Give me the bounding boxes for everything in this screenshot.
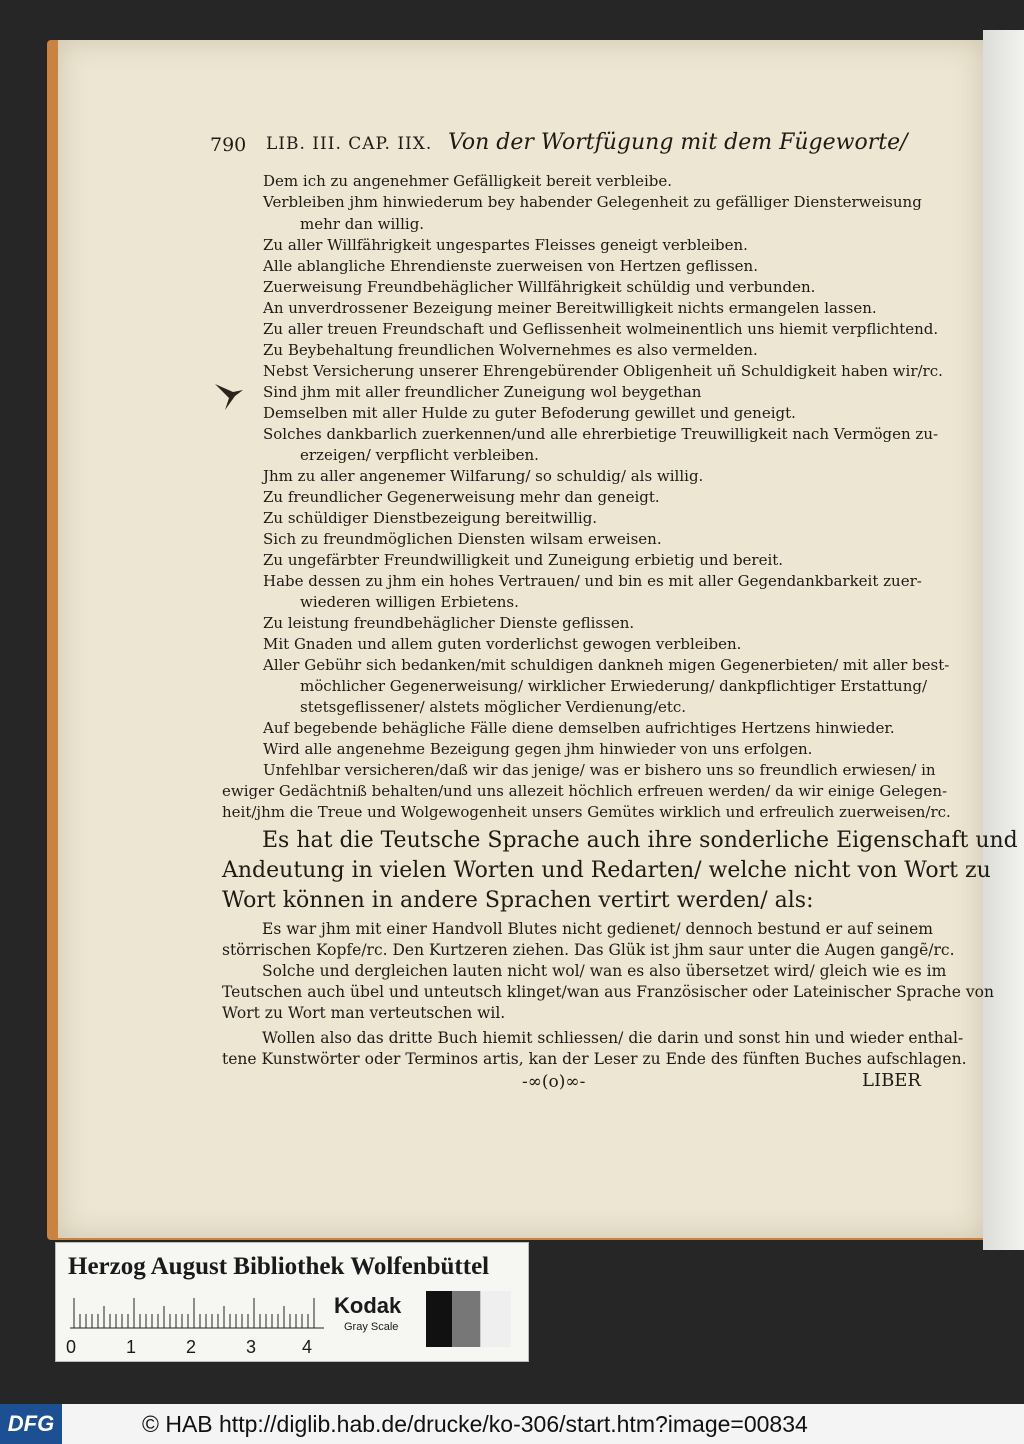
page-number: 790 — [210, 134, 247, 156]
text-line: Auf begebende behägliche Fälle diene demselben aufrichtiges Hertzens hinwieder. — [263, 719, 895, 737]
ornament: -∞(o)∞- — [522, 1072, 586, 1092]
text-line: störrischen Kopfe/rc. Den Kurtzeren ziehen. Das Glük ist jhm saur unter die Augen gangẽ/rc. — [222, 941, 955, 959]
color-calibration-card — [55, 1242, 529, 1362]
heading-line: Andeutung in vielen Worten und Redarten/ welche nicht von Wort zu — [222, 858, 991, 883]
text-line: Aller Gebühr sich bedanken/mit schuldigen dankneh migen Gegenerbieten/ mit aller best- — [263, 656, 950, 674]
dfg-logo: DFG — [0, 1404, 62, 1444]
text-line: ewiger Gedächtniß behalten/und uns allezeit höchlich erfreuen werden/ da wir einige Gelegen- — [222, 782, 948, 800]
text-line: Unfehlbar versicheren/daß wir das jenige/ was er bishero uns so freundlich erwiesen/ in — [263, 761, 936, 779]
text-line: Wort zu Wort man verteutschen wil. — [222, 1004, 506, 1022]
text-line: wiederen willigen Erbietens. — [300, 593, 519, 611]
text-line: Zu ungefärbter Freundwilligkeit und Zuneigung erbietig und bereit. — [263, 551, 784, 569]
section-reference: LIB. III. CAP. IIX. — [266, 134, 433, 154]
ruler-number: 4 — [302, 1337, 313, 1357]
text-line: heit/jhm die Treue und Wolgewogenheit unsers Gemütes wirklich und erfreulich zuerweisen/rc. — [222, 803, 951, 821]
text-line: Solche und dergleichen lauten nicht wol/ wan es also übersetzet wird/ gleich wie es im — [262, 962, 947, 980]
text-line: Teutschen auch übel und unteutsch klinget/wan aus Französischer oder Lateinischer Sprache von — [222, 983, 994, 1001]
text-line: Zu aller Willfährigkeit ungespartes Fleisses geneigt verbleiben. — [263, 236, 748, 254]
text-line: Zu freundlicher Gegenerweisung mehr dan geneigt. — [263, 488, 660, 506]
ruler-number: 1 — [126, 1337, 137, 1357]
catchword: LIBER — [862, 1070, 921, 1091]
text-line: Verbleiben jhm hinwiederum bey habender Gelegenheit zu gefälliger Diensterweisung — [263, 193, 922, 211]
text-line: Mit Gnaden und allem guten vorderlichst gewogen verbleiben. — [263, 635, 742, 653]
text-line: An unverdrossener Bezeigung meiner Bereitwilligkeit nichts ermangelen lassen. — [263, 299, 877, 317]
text-line: Zu schüldiger Dienstbezeigung bereitwillig. — [263, 509, 598, 527]
gray-patch-black — [426, 1291, 452, 1347]
card-title: Herzog August Bibliothek Wolfenbüttel — [68, 1253, 490, 1280]
copyright-url: © HAB http://diglib.hab.de/drucke/ko-306/start.htm?image=00834 — [142, 1411, 808, 1437]
kodak-logo: Kodak — [334, 1293, 402, 1318]
text-line: Jhm zu aller angenemer Wilfarung/ so schuldig/ als willig. — [263, 467, 704, 485]
text-line: Zu Beybehaltung freundlichen Wolvernehmes es also vermelden. — [263, 341, 758, 359]
text-line: Sich zu freundmöglichen Diensten wilsam erweisen. — [263, 530, 662, 548]
text-line: Habe dessen zu jhm ein hohes Vertrauen/ und bin es mit aller Gegendankbarkeit zuer- — [263, 572, 922, 590]
ruler-scale — [70, 1297, 324, 1329]
text-line: möchlicher Gegenerweisung/ wirklicher Erwiederung/ dankpflichtiger Erstattung/ — [300, 677, 928, 695]
ruler-number: 0 — [66, 1337, 77, 1357]
ruler-number: 2 — [186, 1337, 197, 1357]
text-line: Es war jhm mit einer Handvoll Blutes nicht gedienet/ dennoch bestund er auf seinem — [262, 920, 933, 938]
heading-line: Es hat die Teutsche Sprache auch ihre sonderliche Eigenschaft und — [262, 828, 1018, 853]
gray-patch-white — [480, 1291, 511, 1347]
text-line: tene Kunstwörter oder Terminos artis, kan der Leser zu Ende des fünften Buches aufschlagen. — [222, 1050, 967, 1068]
running-header — [210, 132, 930, 162]
text-line: Nebst Versicherung unserer Ehrengebürender Obligenheit uñ Schuldigkeit haben wir/rc. — [263, 362, 943, 380]
adjacent-page — [983, 30, 1024, 1250]
heading-line: Wort können in andere Sprachen vertirt werden/ als: — [222, 888, 814, 913]
text-line: Alle ablangliche Ehrendienste zuerweisen von Hertzen geflissen. — [263, 257, 758, 275]
text-line: Wird alle angenehme Bezeigung gegen jhm hinwieder von uns erfolgen. — [263, 740, 813, 758]
text-line: Wollen also das dritte Buch hiemit schliessen/ die darin und sonst hin und wieder enthal- — [262, 1029, 964, 1047]
gray-scale-label: Gray Scale — [344, 1321, 399, 1333]
text-line: stetsgeflissener/ alstets möglicher Verdienung/etc. — [300, 698, 687, 716]
text-line: mehr dan willig. — [300, 215, 425, 233]
text-line: Dem ich zu angenehmer Gefälligkeit bereit verbleibe. — [263, 172, 673, 190]
text-line: Demselben mit aller Hulde zu guter Befoderung gewillet und geneigt. — [263, 404, 796, 422]
gray-patch-mid — [452, 1291, 480, 1347]
manicule-icon — [213, 380, 247, 412]
text-line: Solches dankbarlich zuerkennen/und alle ehrerbietige Treuwilligkeit nach Vermögen zu- — [263, 425, 939, 443]
text-line: Zuerweisung Freundbehäglicher Willfährigkeit schüldig und verbunden. — [263, 278, 816, 296]
text-line: Sind jhm mit aller freundlicher Zuneigung wol beygethan — [263, 383, 702, 401]
ruler-number: 3 — [246, 1337, 257, 1357]
text-line: Zu leistung freundbehäglicher Dienste geflissen. — [263, 614, 635, 632]
text-line: Zu aller treuen Freundschaft und Geflissenheit wolmeinentlich uns hiemit verpflichtend. — [263, 320, 939, 338]
running-title: Von der Wortfügung mit dem Fügeworte/ — [448, 130, 908, 155]
text-line: erzeigen/ verpflicht verbleiben. — [300, 446, 539, 464]
